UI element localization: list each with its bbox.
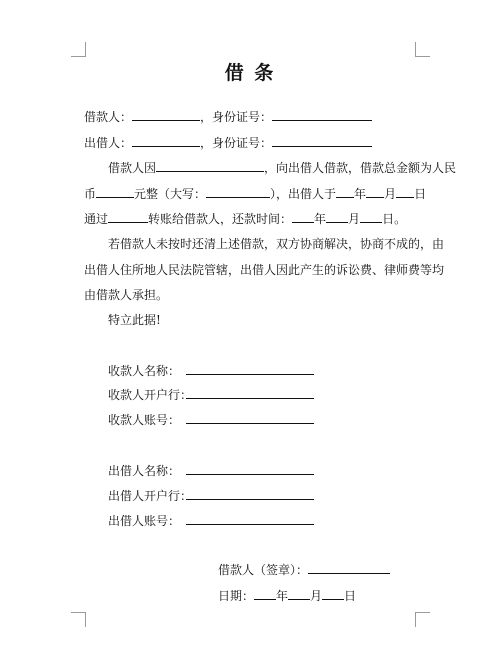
crop-mark-bottom-right [415, 612, 430, 627]
amount-blank[interactable] [96, 186, 134, 198]
lender-bank-blank[interactable] [186, 488, 314, 500]
signature-row [218, 562, 390, 578]
crop-mark-bottom-left [71, 612, 86, 627]
payee-bank-label: 收款人开户行： [108, 388, 193, 402]
payee-account-blank[interactable] [186, 412, 314, 424]
lender-account-label: 出借人账号： [108, 514, 181, 528]
para2-line2: 出借人住所地人民法院管辖，出借人因此产生的诉讼费、律师费等均 [84, 263, 445, 277]
repay-day-blank[interactable] [360, 211, 382, 223]
payee-name-blank[interactable] [186, 363, 314, 375]
lender-account-row [108, 513, 314, 529]
repay-year-blank[interactable] [292, 211, 314, 223]
amount-words-blank[interactable] [206, 186, 270, 198]
payee-account-label: 收款人账号： [108, 413, 181, 427]
lender-name-row [108, 463, 314, 479]
lender-bank-label: 出借人开户行： [108, 489, 193, 503]
payee-bank-blank[interactable] [186, 387, 314, 399]
lend-day-blank[interactable] [396, 186, 414, 198]
loan-purpose-blank[interactable] [156, 160, 264, 172]
payee-account-row [108, 412, 314, 428]
date-label: 日期： [218, 589, 255, 603]
lender-name-field-blank[interactable] [186, 463, 314, 475]
lender-name-label: 出借人名称： [108, 464, 181, 478]
date-day-blank[interactable] [322, 588, 344, 600]
borrower-id-blank[interactable] [272, 109, 372, 121]
lender-name-blank[interactable] [132, 135, 200, 147]
lender-label: 出借人： [84, 136, 133, 150]
borrower-name-blank[interactable] [132, 109, 200, 121]
lender-id-label: 身份证号： [212, 136, 273, 150]
date-month-blank[interactable] [288, 588, 310, 600]
lender-bank-row [108, 488, 314, 504]
signature-blank[interactable] [308, 562, 390, 574]
closing-text: 特立此据! [108, 313, 161, 327]
transfer-method-blank[interactable] [108, 211, 148, 223]
para2-line3: 由借款人承担。 [84, 288, 169, 302]
para2-line1: 若借款人未按时还清上述借款，双方协商解决，协商不成的，由 [108, 237, 445, 251]
date-row: 日期： 年 月 日 [218, 589, 357, 603]
document-title: 借 条 [224, 62, 276, 84]
date-year-blank[interactable] [254, 588, 276, 600]
lend-month-blank[interactable] [366, 186, 384, 198]
para1-line2: 币 元整（大写： ），出借人于 年 月 日 [84, 187, 427, 201]
lend-year-blank[interactable] [336, 186, 354, 198]
lender-line: 出借人： ，身份证号： [84, 135, 372, 151]
repay-month-blank[interactable] [326, 211, 348, 223]
borrower-line: 借款人： ，身份证号： [84, 109, 372, 125]
para1-line3: 通过 转账给借款人，还款时间： 年 月 日。 [84, 212, 407, 226]
payee-name-row [108, 363, 314, 379]
para1-line1: 借款人因 ，向出借人借款，借款总金额为人民 [108, 161, 457, 175]
borrower-id-label: 身份证号： [212, 110, 273, 124]
crop-mark-top-left [71, 42, 86, 57]
crop-mark-top-right [415, 42, 430, 57]
payee-bank-row [108, 387, 314, 403]
lender-account-blank[interactable] [186, 513, 314, 525]
signature-label: 借款人（签章）： [218, 563, 309, 577]
borrower-label: 借款人： [84, 110, 133, 124]
payee-name-label: 收款人名称： [108, 364, 181, 378]
lender-id-blank[interactable] [272, 135, 372, 147]
